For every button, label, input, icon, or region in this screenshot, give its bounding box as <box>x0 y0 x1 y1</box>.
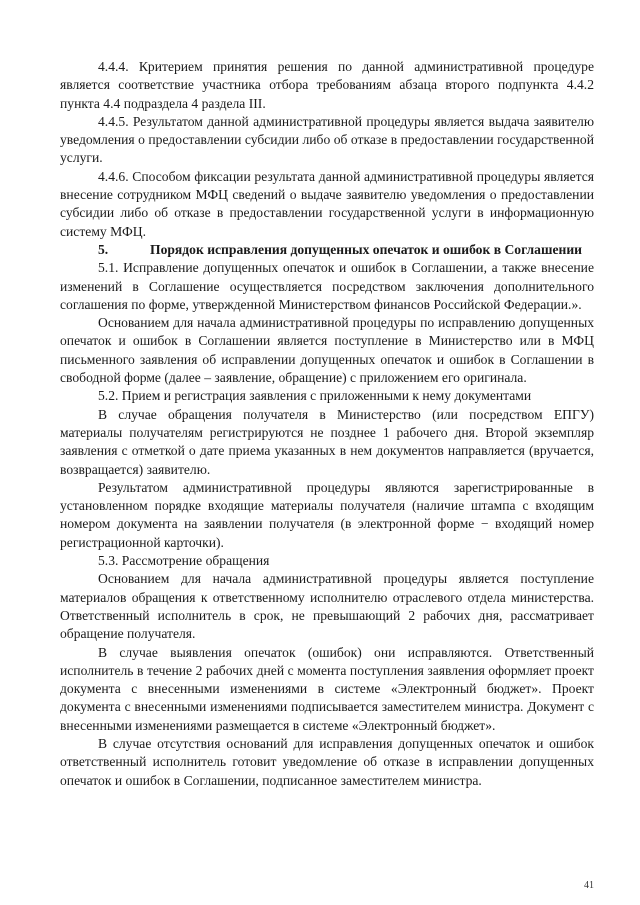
paragraph-5-2: 5.2. Прием и регистрация заявления с приложенными к нему документами <box>98 388 532 404</box>
section-heading-number: 5. <box>98 241 109 257</box>
paragraph-registration-result: Результатом административной процедуры являются зарегистрированные в установленном порядке входящие материалы получателя (наличие штампа с входящим номером документа на заявлении получателя (в электронной форме − входящий номер регистрационной карточки). <box>60 479 594 550</box>
paragraph-4-4-5: 4.4.5. Результатом данной административной процедуры является выдача заявителю уведомления о предоставлении субсидии либо об отказе в предоставлении государственной услуги. <box>60 113 594 166</box>
paragraph-4-4-4: 4.4.4. Критерием принятия решения по данной административной процедуре является соответствие участника отбора требованиям абзаца второго подпункта 4.4.2 пункта 4.4 подраздела 4 раздела III. <box>60 59 594 111</box>
section-heading <box>60 241 594 259</box>
paragraph-registration: В случае обращения получателя в Министерство (или посредством ЕПГУ) материалы получателям регистрируются не позднее 1 рабочего дня. Второй экземпляр заявления с отметкой о дате приема указанных в нем документов направляется (вручается, возвращается) заявителю. <box>60 406 594 477</box>
page-number: 41 <box>584 880 594 891</box>
section-heading-text: Порядок исправления допущенных опечаток и ошибок в Соглашении <box>150 241 582 257</box>
paragraph-4-4-6: 4.4.6. Способом фиксации результата данной административной процедуры является внесение сотрудником МФЦ сведений о выдаче заявителю уведомления о предоставлении субсидии либо об отказе в предоставлении государственной услуги в информационную систему МФЦ. <box>60 168 594 239</box>
paragraph-correction: В случае выявления опечаток (ошибок) они исправляются. Ответственный исполнитель в течение 2 рабочих дней с момента поступления заявления оформляет проект документа с внесенными изменениями в системе «Электронный бюджет». Проект документа с внесенными изменениями подписывается заместителем министра. Документ с внесенными изменениями размещается в системе «Электронный бюджет». <box>60 644 594 733</box>
paragraph-refusal: В случае отсутствия оснований для исправления допущенных опечаток и ошибок ответственный исполнитель готовит уведомление об отказе в исправлении допущенных опечаток и ошибок в Соглашении, подписанное заместителем министра. <box>60 735 594 788</box>
paragraph-5-1: 5.1. Исправление допущенных опечаток и ошибок в Соглашении, а также внесение изменений в Соглашение осуществляется посредством заключения дополнительного соглашения по форме, утвержденной Министерством финансов Российской Федерации.». <box>60 260 594 312</box>
paragraph-basis: Основанием для начала административной процедуры по исправлению допущенных опечаток и ошибок в Соглашении является поступление в Министерство или в МФЦ письменного заявления об исправлении допущенных опечаток и ошибок в Соглашении в свободной форме (далее – заявление, обращение) с приложением его оригинала. <box>60 315 594 386</box>
paragraph-review-basis: Основанием для начала административной процедуры является поступление материалов обращения к ответственному исполнителю отраслевого отдела министерства. Ответственный исполнитель в срок, не превышающий 2 рабочих дня, рассматривает обращение получателя. <box>60 571 594 642</box>
paragraph-5-3: 5.3. Рассмотрение обращения <box>98 553 270 569</box>
document-page <box>60 58 594 790</box>
